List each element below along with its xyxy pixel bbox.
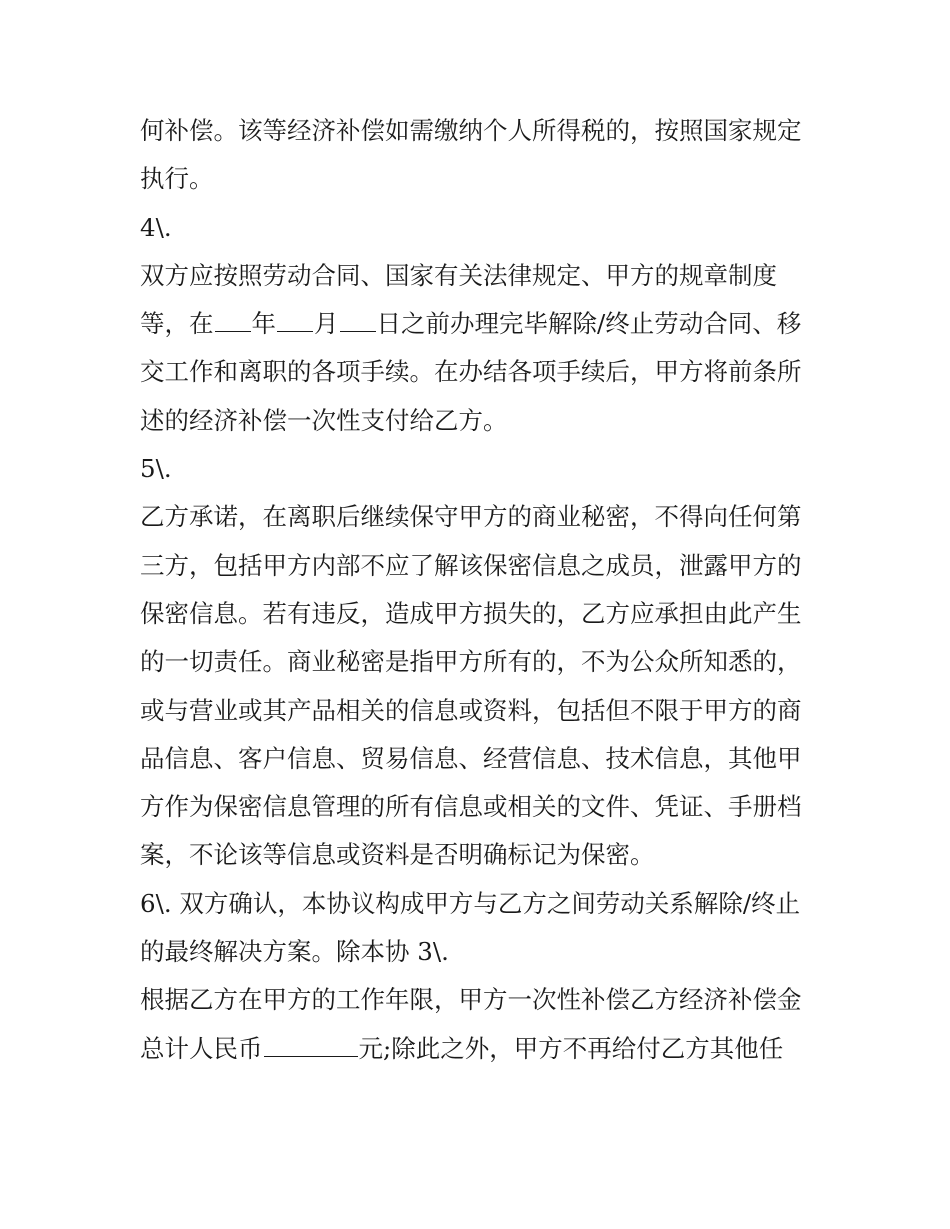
text-line: 或与营业或其产品相关的信息或资料，包括但不限于甲方的商: [140, 695, 802, 725]
text-segment: 元;除此之外，甲方不再给付乙方其他任: [358, 1033, 784, 1063]
text-line: 双方应按照劳动合同、国家有关法律规定、甲方的规章制度: [140, 260, 777, 290]
text-segment: 日之前办理完毕解除/终止劳动合同、移: [376, 309, 802, 339]
text-line: 述的经济补偿一次性支付给乙方。: [140, 405, 508, 435]
document-body: [140, 107, 820, 1073]
text-line: [140, 300, 820, 348]
text-segment: 等，在: [140, 309, 214, 339]
text-segment: 年: [251, 309, 276, 339]
text-line: 三方，包括甲方内部不应了解该保密信息之成员，泄露甲方的: [140, 550, 802, 580]
text-line: 执行。: [140, 164, 214, 194]
text-line: 的最终解决方案。除本协 3\.: [140, 937, 449, 967]
text-line: 方作为保密信息管理的所有信息或相关的文件、凭证、手册档: [140, 792, 802, 822]
year-blank-field: [215, 305, 251, 332]
text-line: 品信息、客户信息、贸易信息、经营信息、技术信息，其他甲: [140, 743, 802, 773]
text-line: [140, 1025, 820, 1073]
day-blank-field: [340, 305, 376, 332]
month-blank-field: [277, 305, 313, 332]
text-segment: 总计人民币: [140, 1033, 263, 1063]
text-line: 的一切责任。商业秘密是指甲方所有的，不为公众所知悉的，: [140, 647, 802, 677]
text-line: 根据乙方在甲方的工作年限，甲方一次性补偿乙方经济补偿金: [140, 985, 802, 1015]
clause-number: 5\.: [140, 454, 172, 484]
text-line: 何补偿。该等经济补偿如需缴纳个人所得税的，按照国家规定: [140, 116, 802, 145]
text-line: 保密信息。若有违反，造成甲方损失的，乙方应承担由此产生: [140, 598, 802, 628]
text-line: 乙方承诺，在离职后继续保守甲方的商业秘密，不得向任何第: [140, 502, 802, 532]
text-line: 案，不论该等信息或资料是否明确标记为保密。: [140, 840, 655, 870]
clause-number: 4\.: [140, 212, 172, 242]
text-line: 交工作和离职的各项手续。在办结各项手续后，甲方将前条所: [140, 357, 802, 387]
text-line: 6\. 双方确认，本协议构成甲方与乙方之间劳动关系解除/终止: [140, 888, 801, 918]
text-segment: 月: [314, 309, 339, 339]
amount-blank-field: [264, 1030, 358, 1057]
